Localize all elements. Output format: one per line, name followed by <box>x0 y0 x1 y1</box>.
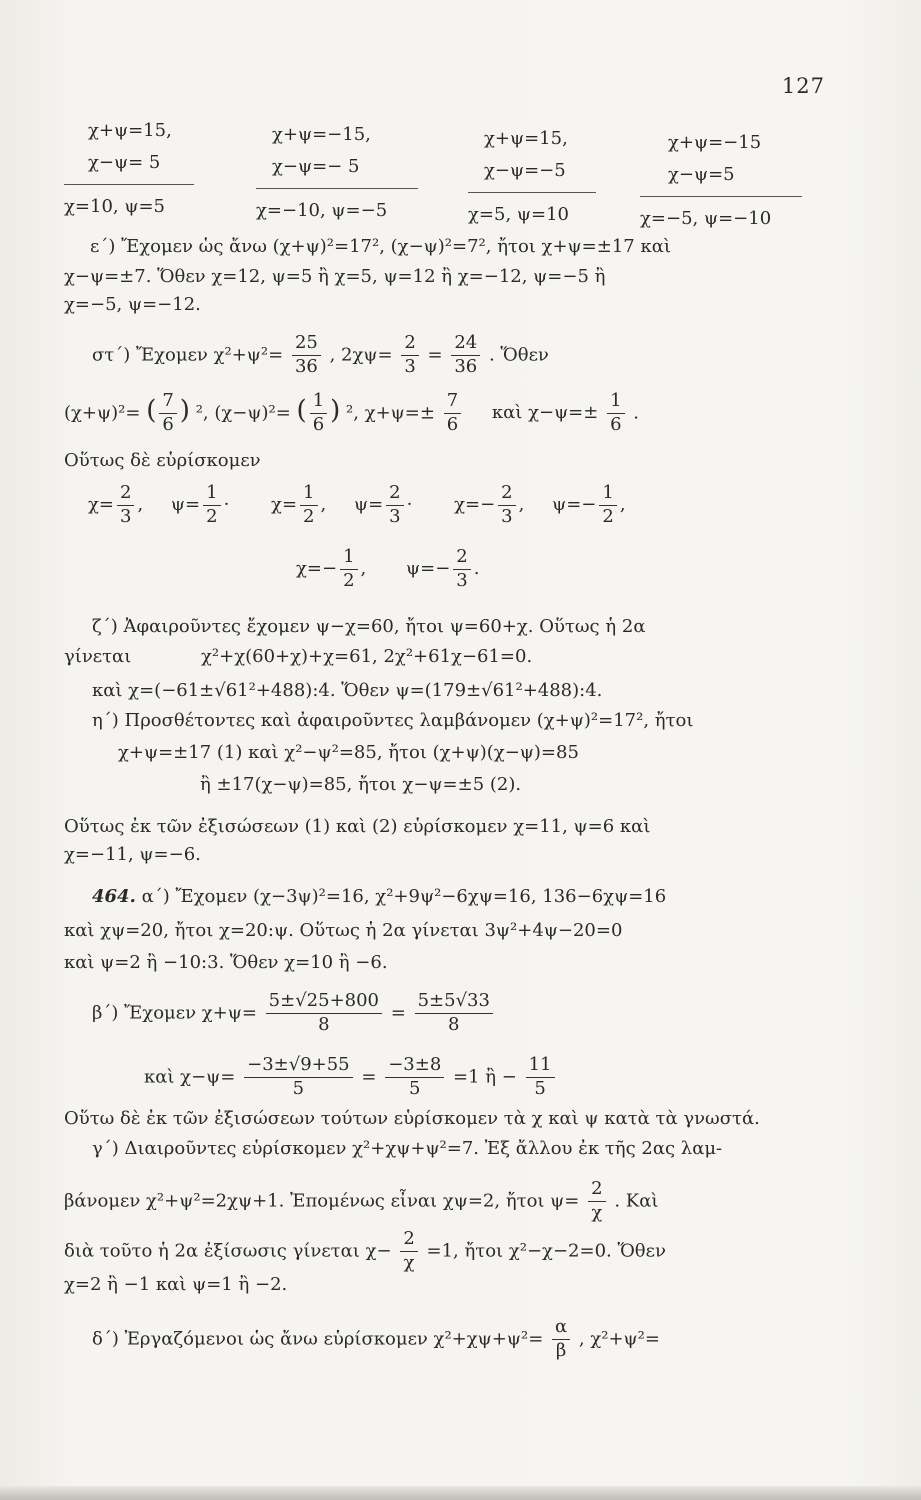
st-text-d: . Ὅθεν <box>488 344 549 366</box>
sol-post: , <box>320 494 327 516</box>
system-4-eq2: χ−ψ=5 <box>668 164 735 185</box>
numerator: 2 <box>453 548 470 570</box>
solutions-row-1 <box>88 484 626 527</box>
paragraph-h-line-4: Οὕτως ἐκ τῶν ἐξισώσεων (1) καὶ (2) εὑρίσκομεν χ=11, ψ=6 καὶ <box>64 816 651 837</box>
paragraph-e-line-3: χ=−5, ψ=−12. <box>64 294 201 315</box>
problem-464-g-line-3 <box>64 1230 666 1273</box>
sol-pre: ψ= <box>170 494 201 516</box>
problem-464-d-line-1 <box>92 1318 660 1361</box>
numerator: 7 <box>159 392 176 414</box>
fraction <box>117 484 134 527</box>
system-2-rule <box>256 188 418 189</box>
denominator: 6 <box>610 413 622 435</box>
sol-pre: ψ= <box>353 494 384 516</box>
z-text-a: γίνεται <box>64 646 132 667</box>
p464-text-1: α΄) Ἔχομεν (χ−3ψ)²=16, χ²+9ψ²−6χψ=16, 136−6χψ=16 <box>141 886 667 907</box>
paragraph-h-line-1: η΄) Προσθέτοντες καὶ ἀφαιροῦντες λαμβάνομεν (χ+ψ)²=17², ἤτοι <box>92 710 694 731</box>
st-r2-c: ², χ+ψ=± <box>346 402 435 424</box>
paragraph-h-line-5: χ=−11, ψ=−6. <box>64 844 201 865</box>
fraction <box>203 484 220 527</box>
numerator: 2 <box>588 1180 605 1202</box>
problem-464-line-3: καὶ ψ=2 ἢ −10:3. Ὅθεν χ=10 ἢ −6. <box>64 952 388 973</box>
sol-8 <box>406 546 480 591</box>
numerator: 7 <box>444 392 461 414</box>
st-text-c: = <box>427 344 443 366</box>
k-text-b: =1 ἢ − <box>453 1066 517 1088</box>
st-r2-d: καὶ χ−ψ=± <box>491 402 599 424</box>
sol-post: , <box>619 494 626 516</box>
sol-4 <box>353 482 413 527</box>
numerator: −3±8 <box>385 1056 444 1078</box>
fraction <box>159 392 176 435</box>
sol-pre: χ=− <box>296 558 338 580</box>
problem-464-g-line-2 <box>64 1180 658 1223</box>
denominator: χ <box>403 1251 415 1273</box>
system-3-rule <box>468 192 596 193</box>
system-1-rule <box>64 184 194 185</box>
k-eq: = <box>361 1066 377 1088</box>
numerator: 25 <box>292 334 321 356</box>
fraction <box>552 1318 570 1361</box>
system-2-result: χ=−10, ψ=−5 <box>256 200 388 221</box>
g2-text-a: βάνομεν χ²+ψ²=2χψ+1. Ἐπομένως εἶναι χψ=2, ἤτοι ψ= <box>64 1190 580 1212</box>
st-heading: Οὕτως δὲ εὑρίσκομεν <box>64 450 261 471</box>
sol-7 <box>296 546 367 591</box>
paragraph-h-line-2: χ+ψ=±17 (1) καὶ χ²−ψ²=85, ἤτοι (χ+ψ)(χ−ψ)=85 <box>118 742 579 763</box>
denominator: 6 <box>162 413 174 435</box>
denominator: 3 <box>404 355 416 377</box>
fraction <box>588 1180 605 1223</box>
problem-464-g-line-4: χ=2 ἢ −1 καὶ ψ=1 ἢ −2. <box>64 1274 288 1295</box>
problem-464-g-line-1: γ΄) Διαιροῦντες εὑρίσκομεν χ²+χψ+ψ²=7. Ἐξ ἄλλου ἐκ τῆς 2ας λαμ- <box>92 1138 723 1159</box>
denominator: 2 <box>343 569 355 591</box>
fraction <box>415 992 493 1035</box>
right-paren: ) <box>179 395 190 426</box>
sol-6 <box>552 482 626 527</box>
fraction <box>340 548 357 591</box>
numerator: 2 <box>386 484 403 506</box>
numerator: 1 <box>203 484 220 506</box>
system-2-eq1: χ+ψ=−15, <box>272 124 371 145</box>
numerator: 5±5√33 <box>415 992 493 1014</box>
denominator: 5 <box>534 1077 546 1099</box>
fraction <box>401 334 418 377</box>
st-text-b: , 2χψ= <box>329 344 393 366</box>
fraction <box>526 1056 555 1099</box>
problem-464-b <box>92 992 496 1035</box>
g3-text-b: =1, ἤτοι χ²−χ−2=0. Ὅθεν <box>426 1240 666 1262</box>
system-3-eq2: χ−ψ=−5 <box>484 160 566 181</box>
fraction <box>400 1230 417 1273</box>
fraction <box>498 484 515 527</box>
fraction <box>385 1056 444 1099</box>
paragraph-h-line-3: ἢ ±17(χ−ψ)=85, ἤτοι χ−ψ=±5 (2). <box>200 774 522 795</box>
sol-pre: ψ=− <box>406 558 451 580</box>
problem-464-conclusion: Οὕτω δὲ ἐκ τῶν ἐξισώσεων τούτων εὑρίσκομεν τὰ χ καὶ ψ κατὰ τὰ γνωστά. <box>64 1108 760 1129</box>
denominator: 8 <box>318 1013 330 1035</box>
denominator: 3 <box>501 505 513 527</box>
numerator: 1 <box>607 392 624 414</box>
sol-post: , <box>360 558 367 580</box>
problem-464-line-1 <box>92 888 666 906</box>
system-4-eq1: χ+ψ=−15 <box>668 132 762 153</box>
numerator: −3±√9+55 <box>244 1056 353 1078</box>
b-eq: = <box>390 1002 406 1024</box>
denominator: 3 <box>389 505 401 527</box>
sol-2 <box>170 482 230 527</box>
denominator: 6 <box>446 413 459 435</box>
fraction <box>599 484 616 527</box>
sol-post: · <box>406 494 413 516</box>
paragraph-z-line-1: ζ΄) Ἀφαιροῦντες ἔχομεν ψ−χ=60, ἤτοι ψ=60+χ. Οὕτως ἡ 2α <box>92 616 646 637</box>
sol-pre: ψ=− <box>552 494 597 516</box>
denominator: 6 <box>312 413 325 435</box>
denominator: 3 <box>456 569 468 591</box>
denominator: 36 <box>294 355 318 377</box>
z-text-b: χ²+χ(60+χ)+χ=61, 2χ²+61χ−61=0. <box>201 646 533 667</box>
denominator: 2 <box>206 505 218 527</box>
k-text-a: καὶ χ−ψ= <box>144 1066 236 1088</box>
numerator: 1 <box>300 484 317 506</box>
paragraph-e-line-2: χ−ψ=±7. Ὅθεν χ=12, ψ=5 ἢ χ=5, ψ=12 ἢ χ=−12, ψ=−5 ἢ <box>64 266 606 287</box>
system-2-eq2: χ−ψ=− 5 <box>272 156 360 177</box>
system-4-rule <box>640 196 802 197</box>
solutions-row-2 <box>296 548 479 591</box>
page-bottom-edge <box>0 1486 921 1500</box>
sol-pre: χ=− <box>454 494 496 516</box>
st-r2-e: . <box>633 402 639 424</box>
right-paren: ) <box>330 395 341 426</box>
denominator: 2 <box>303 505 315 527</box>
paragraph-z-line-3: καὶ χ=(−61±√61²+488):4. Ὅθεν ψ=(179±√61²+488):4. <box>92 680 603 701</box>
fraction <box>453 548 470 591</box>
denominator: χ <box>591 1201 603 1223</box>
paragraph-z-line-2 <box>64 648 532 666</box>
system-3-eq1: χ+ψ=15, <box>484 128 568 149</box>
fraction <box>292 334 321 377</box>
numerator: 5±√25+800 <box>266 992 382 1014</box>
st-r2-a: (χ+ψ)²= <box>64 402 141 424</box>
sol-post: . <box>473 558 480 580</box>
fraction <box>607 392 624 435</box>
numerator: 2 <box>400 1230 417 1252</box>
sol-5 <box>454 482 525 527</box>
denominator: β <box>555 1339 567 1361</box>
paragraph-st-line-2 <box>64 392 639 435</box>
numerator: 2 <box>401 334 418 356</box>
numerator: 24 <box>451 334 480 356</box>
denominator: 8 <box>448 1013 460 1035</box>
problem-number: 464. <box>92 886 136 907</box>
denominator: 5 <box>409 1077 421 1099</box>
sol-3 <box>271 482 327 527</box>
fraction <box>444 392 461 435</box>
fraction <box>244 1056 353 1099</box>
system-1-result: χ=10, ψ=5 <box>64 196 165 217</box>
g2-text-b: . Καὶ <box>614 1190 659 1212</box>
paragraph-e-line-1: ε΄) Ἔχομεν ὡς ἄνω (χ+ψ)²=17², (χ−ψ)²=7², ἤτοι χ+ψ=±17 καὶ <box>90 236 671 257</box>
d1-text-a: δ΄) Ἐργαζόμενοι ὡς ἄνω εὑρίσκομεν χ²+χψ+ψ²= <box>92 1328 544 1350</box>
left-paren: ( <box>296 395 307 426</box>
problem-464-kai <box>144 1056 558 1099</box>
sol-1 <box>88 482 144 527</box>
problem-464-line-2: καὶ χψ=20, ἤτοι χ=20:ψ. Οὕτως ἡ 2α γίνεται 3ψ²+4ψ−20=0 <box>64 920 623 941</box>
fraction <box>300 484 317 527</box>
page-number: 127 <box>781 74 825 98</box>
sol-pre: χ= <box>88 494 114 516</box>
system-1-eq2: χ−ψ= 5 <box>88 152 161 173</box>
denominator: 3 <box>120 505 132 527</box>
sol-post: · <box>223 494 230 516</box>
numerator: 2 <box>498 484 515 506</box>
system-1-eq1: χ+ψ=15, <box>88 120 172 141</box>
numerator: 11 <box>526 1056 555 1078</box>
fraction <box>451 334 480 377</box>
st-r2-b: ², (χ−ψ)²= <box>195 402 291 424</box>
system-4-result: χ=−5, ψ=−10 <box>640 208 772 229</box>
sol-post: , <box>518 494 525 516</box>
st-text-a: στ΄) Ἔχομεν χ²+ψ²= <box>92 344 284 366</box>
system-3-result: χ=5, ψ=10 <box>468 204 569 225</box>
d1-text-b: , χ²+ψ²= <box>578 1328 660 1350</box>
left-paren: ( <box>146 395 157 426</box>
numerator: 1 <box>599 484 616 506</box>
sol-pre: χ= <box>271 494 298 516</box>
numerator: 1 <box>340 548 357 570</box>
denominator: 5 <box>292 1077 305 1099</box>
numerator: 2 <box>117 484 134 506</box>
fraction <box>310 392 327 435</box>
numerator: 1 <box>310 392 327 414</box>
denominator: 36 <box>454 355 478 377</box>
fraction <box>386 484 403 527</box>
sol-post: , <box>137 494 144 516</box>
denominator: 2 <box>602 505 614 527</box>
fraction <box>266 992 382 1035</box>
paragraph-st-line-1 <box>92 334 549 377</box>
g3-text-a: διὰ τοῦτο ἡ 2α ἐξίσωσις γίνεται χ− <box>64 1240 392 1262</box>
numerator: α <box>552 1318 570 1340</box>
b-text-a: β΄) Ἔχομεν χ+ψ= <box>92 1002 257 1024</box>
